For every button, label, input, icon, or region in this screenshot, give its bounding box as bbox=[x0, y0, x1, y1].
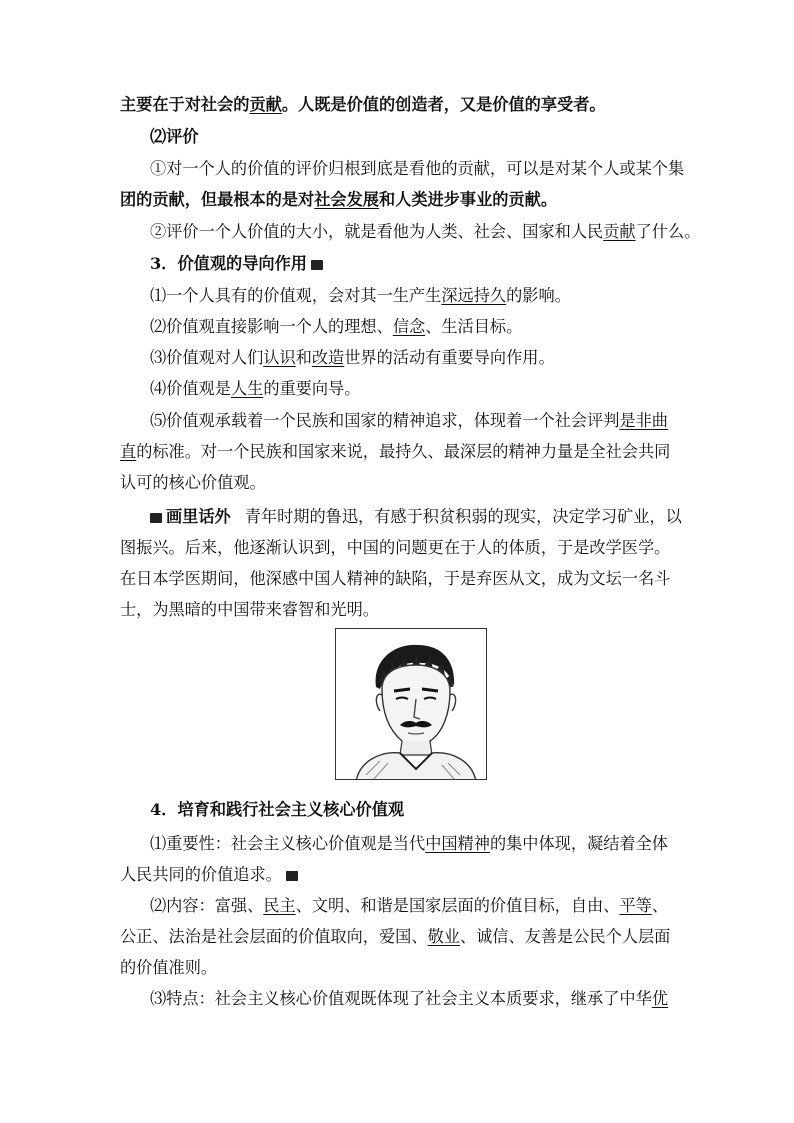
text-line-3: ①对一个人的价值的评价归根到底是看他的贡献，可以是对某个人或某个集 bbox=[150, 159, 685, 178]
section-heading-4: 4．培育和践行社会主义核心价值观 bbox=[150, 800, 405, 819]
note-icon bbox=[311, 260, 323, 270]
text-line-22: 公正、法治是社会层面的价值取向，爱国、敬业、诚信、友善是公民个人层面 bbox=[120, 927, 671, 946]
text-line-2: ⑵评价 bbox=[150, 127, 199, 146]
text-line-19: ⑴重要性：社会主义核心价值观是当代中国精神的集中体现，凝结着全体 bbox=[150, 834, 668, 853]
text-line-7: ⑴一个人具有的价值观，会对其一生产生深远持久的影响。 bbox=[150, 286, 571, 305]
text-line-21: ⑵内容：富强、民主、文明、和谐是国家层面的价值目标，自由、平等、 bbox=[150, 896, 668, 915]
text-line-15: 图振兴。后来，他逐渐认识到，中国的问题更在于人的体质，于是改学医学。 bbox=[120, 538, 671, 557]
text-line-11: ⑸价值观承载着一个民族和国家的精神追求，体现着一个社会评判是非曲 bbox=[150, 411, 668, 430]
text-line-23: 的价值准则。 bbox=[120, 958, 218, 977]
text-line-12: 直的标准。对一个民族和国家来说，最持久、最深层的精神力量是全社会共同 bbox=[120, 442, 671, 461]
text-line-20: 人民共同的价值追求。 bbox=[120, 864, 298, 886]
text-line-14: 画里话外 青年时期的鲁迅，有感于积贫积弱的现实，决定学习矿业，以 bbox=[150, 506, 682, 528]
text-line-5: ②评价一个人价值的大小，就是看他为人类、社会、国家和人民贡献了什么。 bbox=[150, 222, 701, 241]
sidebar-label: 画里话外 bbox=[166, 507, 231, 526]
text-line-17: 士，为黑暗的中国带来睿智和光明。 bbox=[120, 600, 379, 619]
text-line-24: ⑶特点：社会主义核心价值观既体现了社会主义本质要求，继承了中华优 bbox=[150, 989, 668, 1008]
text-line-4: 团的贡献，但最根本的是对社会发展和人类进步事业的贡献。 bbox=[120, 190, 558, 209]
portrait-image bbox=[335, 628, 487, 780]
section-heading-3: 3．价值观的导向作用 bbox=[150, 253, 323, 275]
text-line-10: ⑷价值观是人生的重要向导。 bbox=[150, 379, 361, 398]
note-icon bbox=[286, 871, 298, 881]
text-line-16: 在日本学医期间，他深感中国人精神的缺陷，于是弃医从文，成为文坛一名斗 bbox=[120, 569, 671, 588]
text-line-13: 认可的核心价值观。 bbox=[120, 473, 266, 492]
text-line-1: 主要在于对社会的贡献。人既是价值的创造者，又是价值的享受者。 bbox=[120, 95, 606, 114]
text-line-9: ⑶价值观对人们认识和改造世界的活动有重要导向作用。 bbox=[150, 348, 555, 367]
note-icon bbox=[150, 513, 162, 523]
portrait-drawing bbox=[336, 629, 487, 780]
text-line-8: ⑵价值观直接影响一个人的理想、信念、生活目标。 bbox=[150, 317, 523, 336]
